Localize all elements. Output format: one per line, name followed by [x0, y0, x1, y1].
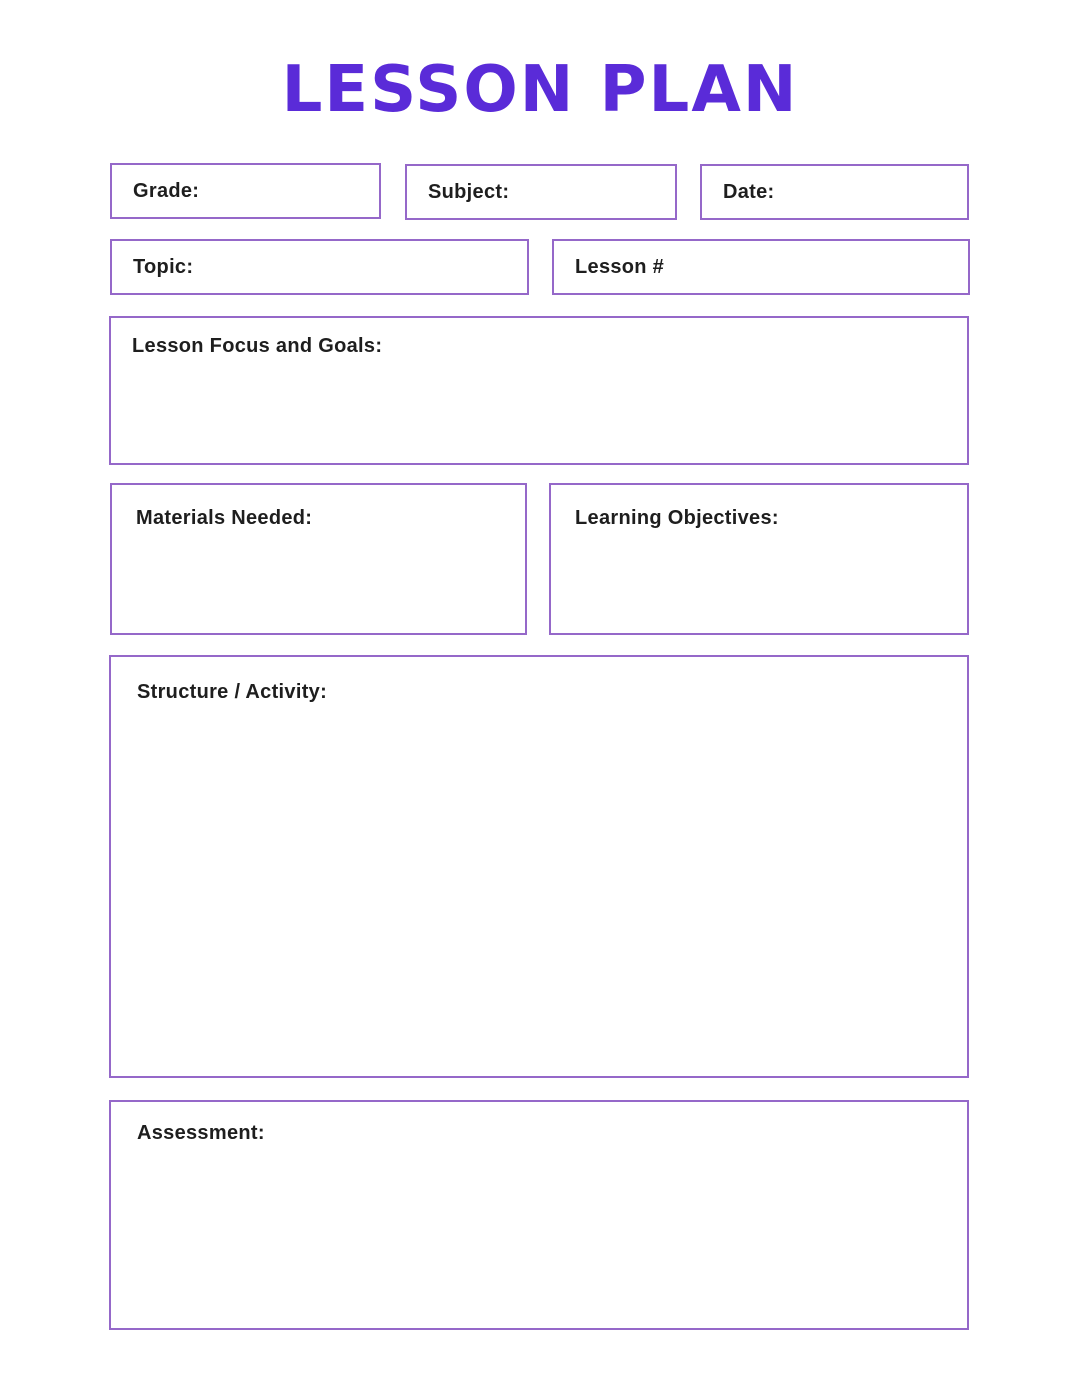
subject-label: Subject: [428, 180, 510, 203]
learning-objectives-field[interactable] [549, 483, 969, 635]
lesson-number-field[interactable] [552, 239, 970, 295]
topic-label: Topic: [133, 255, 194, 278]
date-field[interactable] [700, 164, 969, 220]
lesson-focus-goals-field[interactable] [109, 316, 969, 465]
materials-needed-label: Materials Needed: [136, 507, 313, 529]
materials-needed-field[interactable] [110, 483, 527, 635]
structure-activity-label: Structure / Activity: [137, 681, 328, 703]
lesson-focus-goals-label: Lesson Focus and Goals: [132, 335, 383, 357]
date-label: Date: [723, 180, 775, 203]
learning-objectives-label: Learning Objectives: [575, 507, 779, 529]
grade-field[interactable] [110, 163, 381, 219]
structure-activity-field[interactable] [109, 655, 969, 1078]
grade-label: Grade: [133, 179, 200, 202]
assessment-label: Assessment: [137, 1122, 265, 1144]
page-title: LESSON PLAN [281, 53, 799, 127]
assessment-field[interactable] [109, 1100, 969, 1330]
subject-field[interactable] [405, 164, 677, 220]
lesson-number-label: Lesson # [575, 255, 665, 278]
topic-field[interactable] [110, 239, 529, 295]
